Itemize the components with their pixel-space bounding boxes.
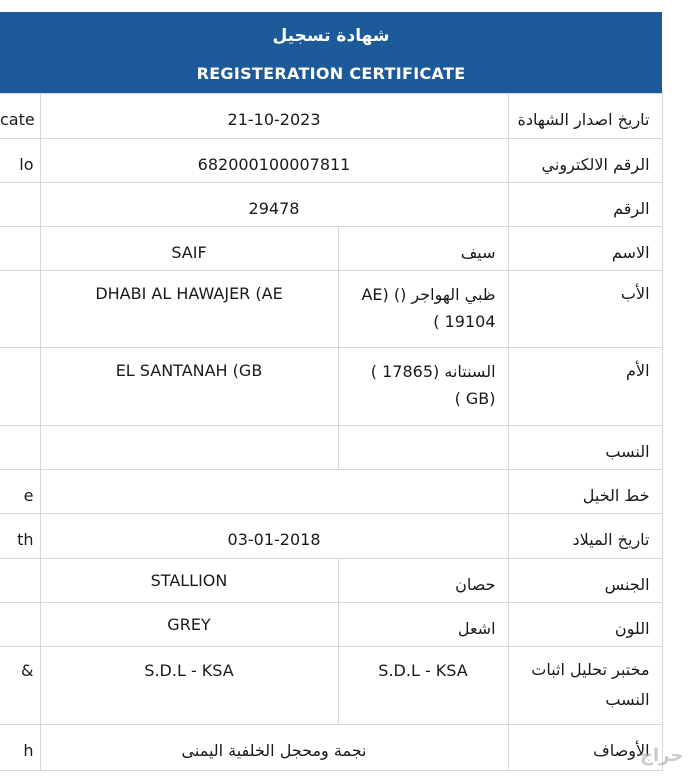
number-value: 29478: [40, 183, 508, 227]
color-label: اللون: [508, 603, 662, 647]
name-label: الاسم: [508, 227, 662, 271]
issue-date-value: 21-10-2023: [40, 94, 508, 139]
row-lab: [0, 647, 662, 725]
cut-off-text: [0, 183, 40, 227]
row-number: [0, 183, 662, 227]
color-value-en: GREY: [40, 603, 338, 647]
row-father: [0, 271, 662, 348]
lineage-value-en: [40, 426, 338, 470]
description-value: نجمة ومحجل الخلفية اليمنى: [40, 725, 508, 771]
row-birth-date: [0, 514, 662, 559]
issue-date-label: تاريخ اصدار الشهادة: [508, 94, 662, 139]
cut-off-text: th: [0, 514, 40, 559]
certificate-header: [0, 12, 662, 93]
lab-label: مختبر تحليل اثبات النسب: [508, 647, 662, 725]
cut-off-text: [0, 271, 40, 348]
bloodline-value: [40, 470, 508, 514]
row-gender: [0, 559, 662, 603]
birth-date-value: 03-01-2018: [40, 514, 508, 559]
lineage-label: النسب: [508, 426, 662, 470]
cut-off-text: cate: [0, 94, 40, 139]
mother-label: الأم: [508, 348, 662, 426]
header-title-ar: شهادة تسجيل: [272, 26, 390, 46]
electronic-number-label: الرقم الالكتروني: [508, 139, 662, 183]
cut-off-text: [0, 426, 40, 470]
birth-date-label: تاريخ الميلاد: [508, 514, 662, 559]
gender-label: الجنس: [508, 559, 662, 603]
bloodline-label: خط الخيل: [508, 470, 662, 514]
name-value-ar: سيف: [338, 227, 508, 271]
cut-off-text: h: [0, 725, 40, 771]
lab-value-ar: S.D.L - KSA: [338, 647, 508, 725]
cut-off-text: [0, 603, 40, 647]
gender-value-ar: حصان: [338, 559, 508, 603]
row-issue-date: [0, 94, 662, 139]
color-value-ar: اشعل: [338, 603, 508, 647]
cut-off-text: [0, 559, 40, 603]
row-lineage: [0, 426, 662, 470]
watermark-logo: حراج: [640, 745, 684, 766]
father-value-en: DHABI AL HAWAJER (AE: [40, 271, 338, 348]
cut-off-text: lo: [0, 139, 40, 183]
gender-value-en: STALLION: [40, 559, 338, 603]
name-value-en: SAIF: [40, 227, 338, 271]
father-label: الأب: [508, 271, 662, 348]
row-mother: [0, 348, 662, 426]
electronic-number-value: 682000100007811: [40, 139, 508, 183]
row-description: [0, 725, 662, 771]
row-electronic-number: [0, 139, 662, 183]
row-bloodline: [0, 470, 662, 514]
number-label: الرقم: [508, 183, 662, 227]
mother-value-en: EL SANTANAH (GB: [40, 348, 338, 426]
father-value-ar: ظبي الهواجر () (AE 19104 ): [338, 271, 508, 348]
cut-off-text: [0, 348, 40, 426]
description-label: الأوصاف: [508, 725, 662, 771]
lineage-value-ar: [338, 426, 508, 470]
certificate-table: [0, 93, 663, 771]
cut-off-text: e: [0, 470, 40, 514]
lab-value-en: S.D.L - KSA: [40, 647, 338, 725]
row-color: [0, 603, 662, 647]
header-title-en: REGISTERATION CERTIFICATE: [196, 64, 466, 83]
row-name: [0, 227, 662, 271]
cut-off-text: &: [0, 647, 40, 725]
cut-off-text: [0, 227, 40, 271]
mother-value-ar: السنتانه (17865 ) (GB ): [338, 348, 508, 426]
